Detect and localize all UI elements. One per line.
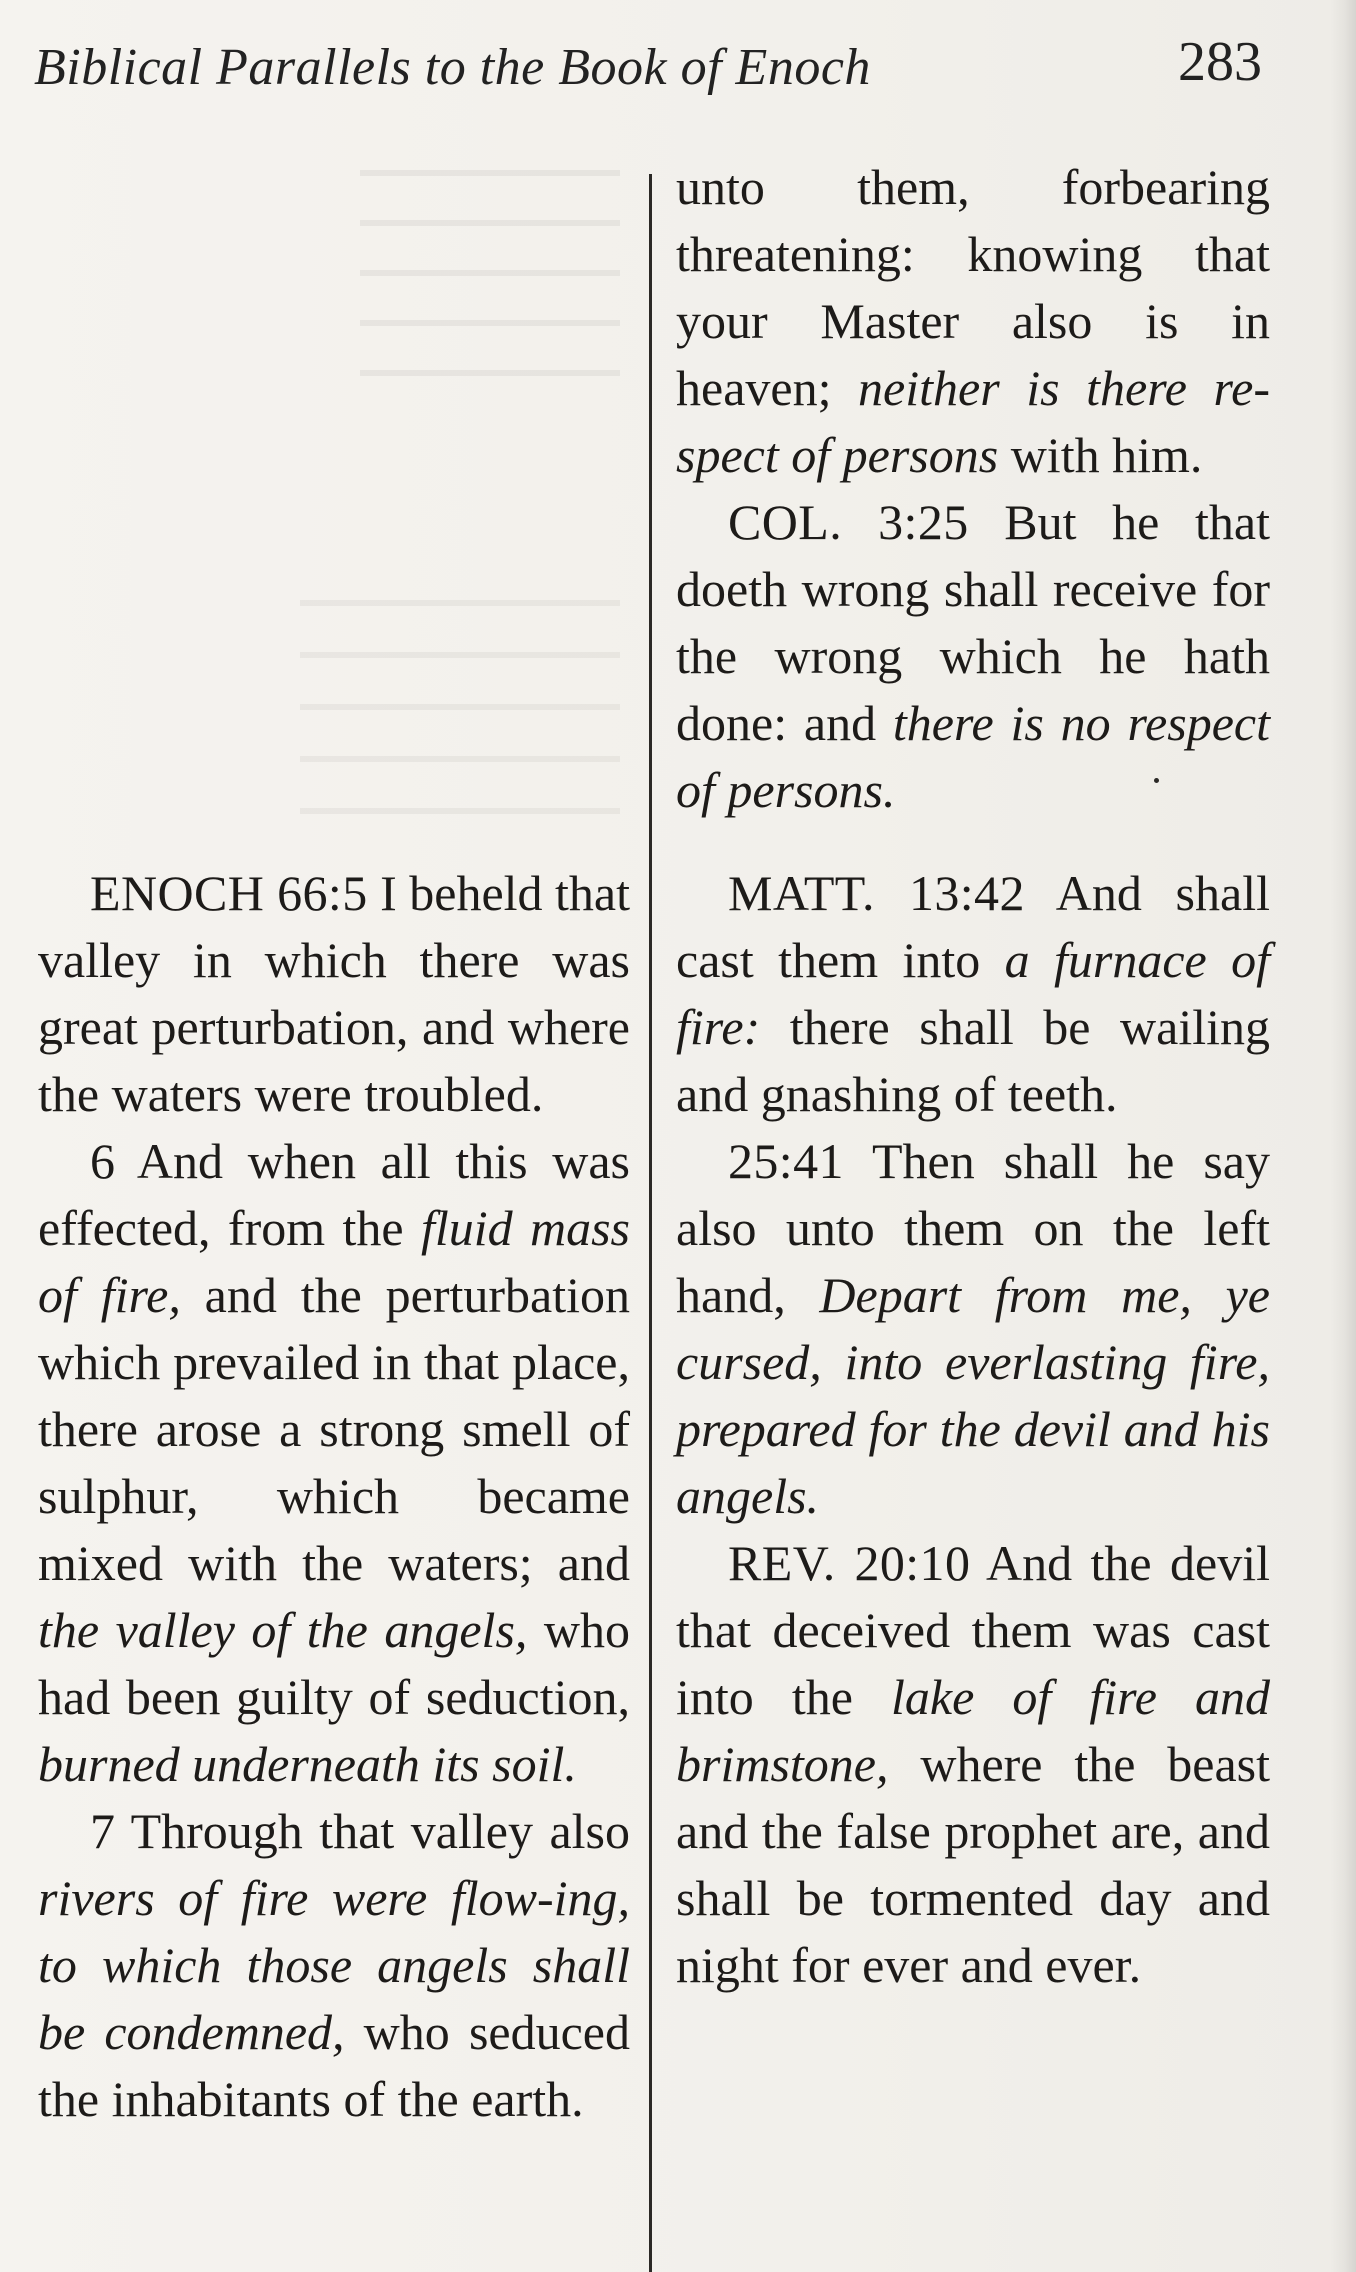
scripture-reference: REV. 20:10 xyxy=(728,1535,971,1591)
italic-emphasis: burned underneath its soil. xyxy=(38,1736,577,1792)
enoch-66-5-passage xyxy=(38,860,630,1128)
page-edge-shadow xyxy=(1330,0,1356,2272)
scripture-reference: COL. 3:25 xyxy=(728,494,969,550)
right-column-top xyxy=(676,154,1270,824)
left-column xyxy=(38,860,630,2133)
rev-20-10-passage xyxy=(676,1530,1270,1999)
scripture-reference: ENOCH 66:5 xyxy=(90,865,368,921)
scripture-reference: MATT. 13:42 xyxy=(728,865,1025,921)
passage-text: Through that valley also xyxy=(115,1803,630,1859)
italic-emphasis: fluid mass of fire, xyxy=(38,1200,630,1323)
col-3-25-passage xyxy=(676,489,1270,824)
italic-emphasis: a furnace of fire: xyxy=(676,932,1270,1055)
verse-number: 6 xyxy=(90,1133,115,1189)
right-column-bottom xyxy=(676,860,1270,1999)
italic-emphasis: the valley of the angels, xyxy=(38,1602,528,1658)
ink-speck xyxy=(1154,778,1159,783)
verse-number: 7 xyxy=(90,1803,115,1859)
column-divider xyxy=(649,174,652,2272)
scripture-reference: 25:41 xyxy=(728,1133,844,1189)
passage-text: Then shall he say also unto them on the left hand, xyxy=(676,1133,1270,1323)
italic-emphasis: Depart from me, ye cursed, into everlasting fire, prepared for the devil and his angels. xyxy=(676,1267,1270,1524)
passage-text: where the beast and the false prophet are, and shall be tormented day and night for ever and ever. xyxy=(676,1736,1270,1993)
passage-text: And the devil that deceived them was cast into the xyxy=(676,1535,1270,1725)
italic-emphasis: rivers of fire were flow-ing, to which those angels shall be condemned, xyxy=(38,1870,630,2060)
passage-text: who seduced the inhabitants of the earth. xyxy=(38,2004,630,2127)
passage-text: unto them, forbearing threatening: knowing that your Master also is in heaven; xyxy=(676,159,1270,416)
enoch-66-7-passage xyxy=(38,1798,630,2133)
page-number: 283 xyxy=(1178,31,1262,93)
passage-text: I beheld that valley in which there was great perturbation, and where the waters were troubled. xyxy=(38,865,631,1122)
italic-emphasis: there is no respect of persons. xyxy=(676,695,1270,818)
bleed-through-marks xyxy=(360,170,620,380)
passage-text: there shall be wailing and gnashing of teeth. xyxy=(676,999,1270,1122)
italic-emphasis: lake of fire and brimstone, xyxy=(676,1669,1271,1792)
italic-emphasis: neither is there re-spect of persons xyxy=(676,360,1270,483)
passage-text: and the perturbation which prevailed in that place, there arose a strong smell of sulphur, which became mixed with the waters; and xyxy=(38,1267,630,1591)
passage-text: And when all this was effected, from the xyxy=(38,1133,630,1256)
bleed-through-marks xyxy=(300,600,620,840)
passage-text: And shall cast them into xyxy=(676,865,1270,988)
passage-text: who had been guilty of seduction, xyxy=(38,1602,630,1725)
enoch-66-6-passage xyxy=(38,1128,630,1798)
passage-text: But he that doeth wrong shall receive for the wrong which he hath done: and xyxy=(676,494,1270,751)
passage-text: with him. xyxy=(998,427,1203,483)
matt-25-41-passage xyxy=(676,1128,1270,1530)
col-3-24-continuation xyxy=(676,154,1270,489)
matt-13-42-passage xyxy=(676,860,1270,1128)
running-title: Biblical Parallels to the Book of Enoch xyxy=(34,39,871,96)
